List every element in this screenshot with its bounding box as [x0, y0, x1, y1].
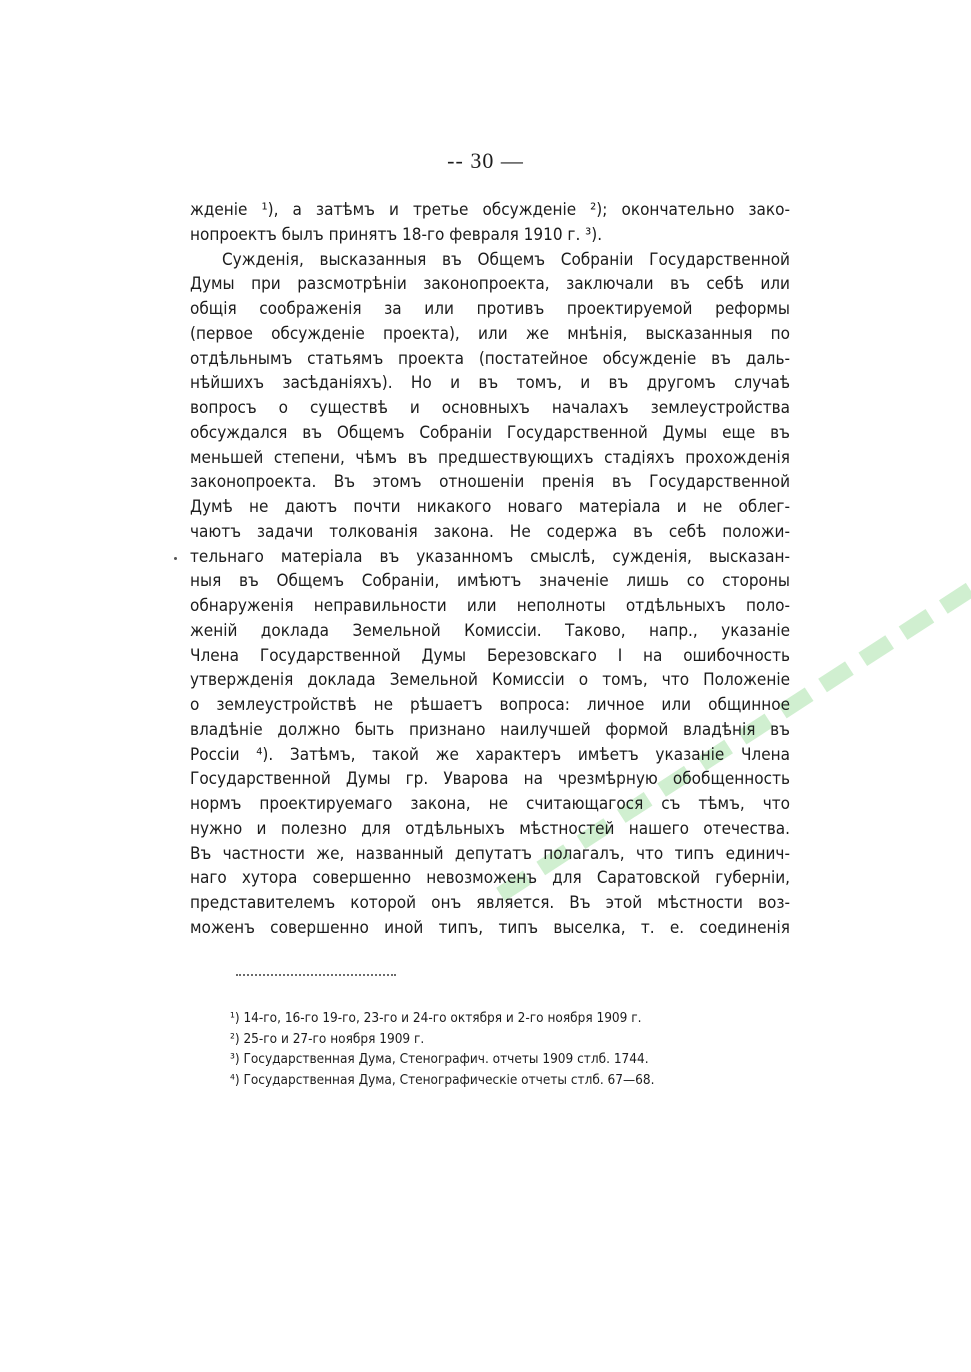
body-line: представителемъ которой онъ является. Въ этой мѣстности воз-: [190, 893, 790, 913]
body-line: общія соображенія за или противъ проектируемой реформы: [190, 299, 790, 319]
body-line: наго хутора совершенно невозможенъ для Саратовской губерніи,: [190, 868, 790, 889]
body-line: чаютъ задачи толкованія закона. Не содержа въ себѣ положи-: [190, 521, 790, 542]
body-line: Государственной Думы гр. Уварова на чрезмѣрную обобщенность: [190, 769, 790, 790]
body-line: Думы при разсмотрѣніи законопроекта, заключали въ себѣ или: [190, 274, 790, 295]
body-line: Члена Государственной Думы Березовскаго I на ошибочность: [190, 645, 790, 666]
scan-speck: [174, 557, 177, 560]
body-line: нопроектъ былъ принятъ 18-го февраля 1910 г. ³).: [190, 224, 603, 245]
body-line: меньшей степени, чѣмъ въ предшествующихъ стадіяхъ прохожденія: [190, 447, 790, 468]
body-line: отдѣльнымъ статьямъ проекта (постатейное обсужденіе въ даль-: [190, 348, 790, 369]
body-line: нѣйшихъ засѣданіяхъ). Но и въ томъ, и въ другомъ случаѣ: [190, 373, 790, 394]
body-line: тельнаго матеріала въ указанномъ смыслѣ, сужденія, высказан-: [190, 546, 790, 567]
body-line: законопроекта. Въ этомъ отношеніи пренія въ Государственной: [190, 472, 790, 493]
body-line: моженъ совершенно иной типъ, типъ выселка, т. е. соединенія: [190, 917, 790, 938]
body-line: (первое обсужденіе проекта), или же мнѣнія, высказанныя по: [190, 323, 790, 344]
body-line: ныя въ Общемъ Собраніи, имѣютъ значеніе лишь со стороны: [190, 571, 790, 592]
page-number: -- 30 —: [447, 148, 524, 173]
body-line: о землеустройствѣ не рѣшаетъ вопроса: личное или общинное: [190, 695, 790, 715]
body-line: владѣніе должно быть признано наилучшей формой владѣнія въ: [190, 719, 790, 740]
footnotes: [230, 1008, 790, 1090]
footnote-3: ³) Государственная Дума, Стенографич. отчеты 1909 стлб. 1744.: [230, 1051, 649, 1067]
body-line: нормъ проектируемаго закона, не считающагося съ тѣмъ, что: [190, 794, 790, 814]
body-line: Въ частности же, названный депутатъ полагалъ, что типъ единич-: [190, 843, 790, 864]
body-line: вопросъ о существѣ и основныхъ началахъ землеустройства: [190, 398, 790, 418]
body-line: обсуждался въ Общемъ Собраніи Государственной Думы еще въ: [190, 422, 790, 443]
body-line: Россіи ⁴). Затѣмъ, такой же характеръ имѣетъ указаніе Члена: [190, 744, 790, 765]
body-line: нужно и полезно для отдѣльныхъ мѣстностей нашего отечества.: [190, 818, 790, 839]
body-line: обнаруженія неправильности или неполноты отдѣльныхъ поло-: [190, 596, 790, 616]
footnote-1: ¹) 14-го, 16-го 19-го, 23-го и 24-го октября и 2-го ноября 1909 г.: [230, 1010, 642, 1026]
body-line: Сужденія, высказанныя въ Общемъ Собраніи Государственной: [222, 249, 790, 270]
body-line: женій доклада Земельной Комиссіи. Таково, напр., указаніе: [190, 620, 790, 641]
footnote-4: ⁴) Государственная Дума, Стенографическіе отчеты стлб. 67—68.: [230, 1071, 655, 1088]
body-line: Думѣ не даютъ почти никакого новаго матеріала и не облег-: [190, 497, 790, 517]
footnote-2: ²) 25-го и 27-го ноября 1909 г.: [230, 1030, 425, 1047]
body-line: жденіе ¹), а затѣмъ и третье обсужденіе ²); окончательно зако-: [190, 200, 790, 220]
body-text: [190, 198, 790, 941]
footnote-separator: [236, 974, 396, 976]
body-line: утвержденія доклада Земельной Комиссіи о томъ, что Положеніе: [190, 670, 790, 691]
